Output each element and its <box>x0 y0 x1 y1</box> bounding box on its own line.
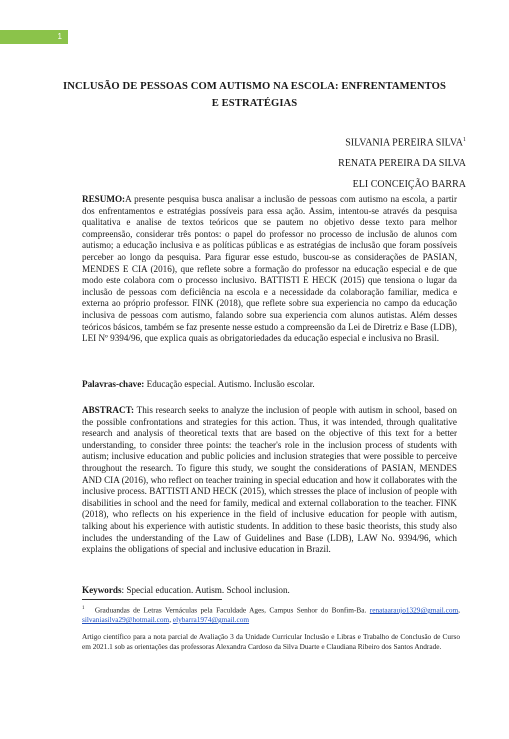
keywords-text: : Special education. Autism. School inclusion. <box>121 585 290 595</box>
abstract-text: This research seeks to analyze the inclusion of people with autism in school, based on the possible confrontations and strategies for this action. Thus, it was intended, through qualitative research and analysis of theoretical texts that are based on the objective of this text for a better understanding, to consider three points: the teacher's role in the inclusion process of students with autism; inclusive education and public policies and inclusion strategies that were possible to perceive throughout the research. To figure this study, we sought the considerations of PASIAN, MENDES AND CIA (2016), who reflect on teacher training in special education and how it collaborates with the inclusive process. BATTISTI AND HECK (2015), which stresses the place of inclusion of people with disabilities in school and the need for family, medical and external collaboration to the teacher. FINK (2018), who reflects on his experience in the field of inclusive education for people with autism, talking about his experience with autistic students. In addition to these basic theorists, this study also includes the understanding of the Law of Guidelines and Base (LDB), LAW No. 9394/96, which explains the obligations of special and inclusive education in Brazil. <box>82 405 457 555</box>
resumo-label: RESUMO: <box>82 194 126 204</box>
palavras-chave-label: Palavras-chave: <box>82 379 145 389</box>
abstract-label: ABSTRACT: <box>82 405 135 415</box>
footnote-note: Artigo científico para a nota parcial de Avaliação 3 da Unidade Curricular Inclusão e Libras e Trabalho de Conclusão de Curso em 2021.1 sob as orientações das professoras Alexandra Cardoso da Silva Duarte e Claudiana Ribeiro dos Santos Andrade. <box>82 632 460 651</box>
palavras-chave <box>82 379 462 391</box>
author-1: SILVANIA PEREIRA SILVA$^1$ <box>345 137 466 149</box>
keywords-label: Keywords <box>82 585 122 595</box>
palavras-chave-text: Educação especial. Autismo. Inclusão escolar. <box>146 379 315 389</box>
footnote-separator <box>82 599 222 600</box>
email-link-3[interactable]: elybarra1974@gmail.com <box>172 615 250 625</box>
page-number-badge: 1 <box>0 30 68 44</box>
paper-title: INCLUSÃO DE PESSOAS COM AUTISMO NA ESCOLA: ENFRENTAMENTOS E ESTRATÉGIAS <box>63 81 446 109</box>
resumo-text: A presente pesquisa busca analisar a inclusão de pessoas com autismo na escola, a partir dos enfrentamentos e estratégias possíveis para essa ação. Assim, intentou-se através da pesquisa qualitativa e analise de textos teóricos que se pautem no objetivo desse texto para melhor compreensão, considerar três pontos: o papel do professor no processo de inclusão de alunos com autismo; a educação inclusiva e as políticas públicas e as estratégias de inclusão que foram possíveis perceber ao longo da pesquisa. Para figurar esse estudo, buscou-se as considerações de PASIAN, MENDES E CIA (2016), que reflete sobre a formação do professor na educação especial e de que modo este colabora com o processo inclusivo. BATTISTI E HECK (2015) que tensiona o lugar da inclusão de pessoas com deficiência na escola e a necessidade da colaboração familiar, medica e externa ao próprio professor. FINK (2018), que reflete sobre sua experiencia no campo da educação inclusiva de pessoas com autismo, falando sobre sua experiencia com alunos autistas. Além desses teóricos básicos, também se faz presente nesse estudo a compreensão da Lei de Diretriz e Base (LDB), LEI Nº 9394/96, que explica quais as obrigatoriedades da educação especial e inclusiva no Brasil. <box>82 194 457 344</box>
footnote-affiliation: $^1$ Graduandas de Letras Vernáculas pela Faculdade Ages, Campus Senhor do Bonfim-Ba. renataaraujo1329@gmail.com, silvaniasilva29@hotmail.com, elybarra1974@gmail.com <box>82 605 460 625</box>
keywords <box>82 585 462 597</box>
resumo-paragraph <box>82 194 457 345</box>
footnote-mark: 1 <box>82 606 85 611</box>
author-list <box>338 130 466 195</box>
email-link-2[interactable]: silvaniasilva29@hotmail.com <box>82 615 170 625</box>
author-footnote-mark: 1 <box>463 137 466 143</box>
author-3: ELI CONCEIÇÃO BARRA <box>352 179 466 191</box>
author-2: RENATA PEREIRA DA SILVA <box>338 158 466 170</box>
email-link-1[interactable]: renataaraujo1329@gmail.com <box>369 605 459 615</box>
abstract-paragraph <box>82 405 457 556</box>
footnote-text: Graduandas de Letras Vernáculas pela Faculdade Ages, Campus Senhor do Bonfim-Ba. <box>94 605 367 615</box>
